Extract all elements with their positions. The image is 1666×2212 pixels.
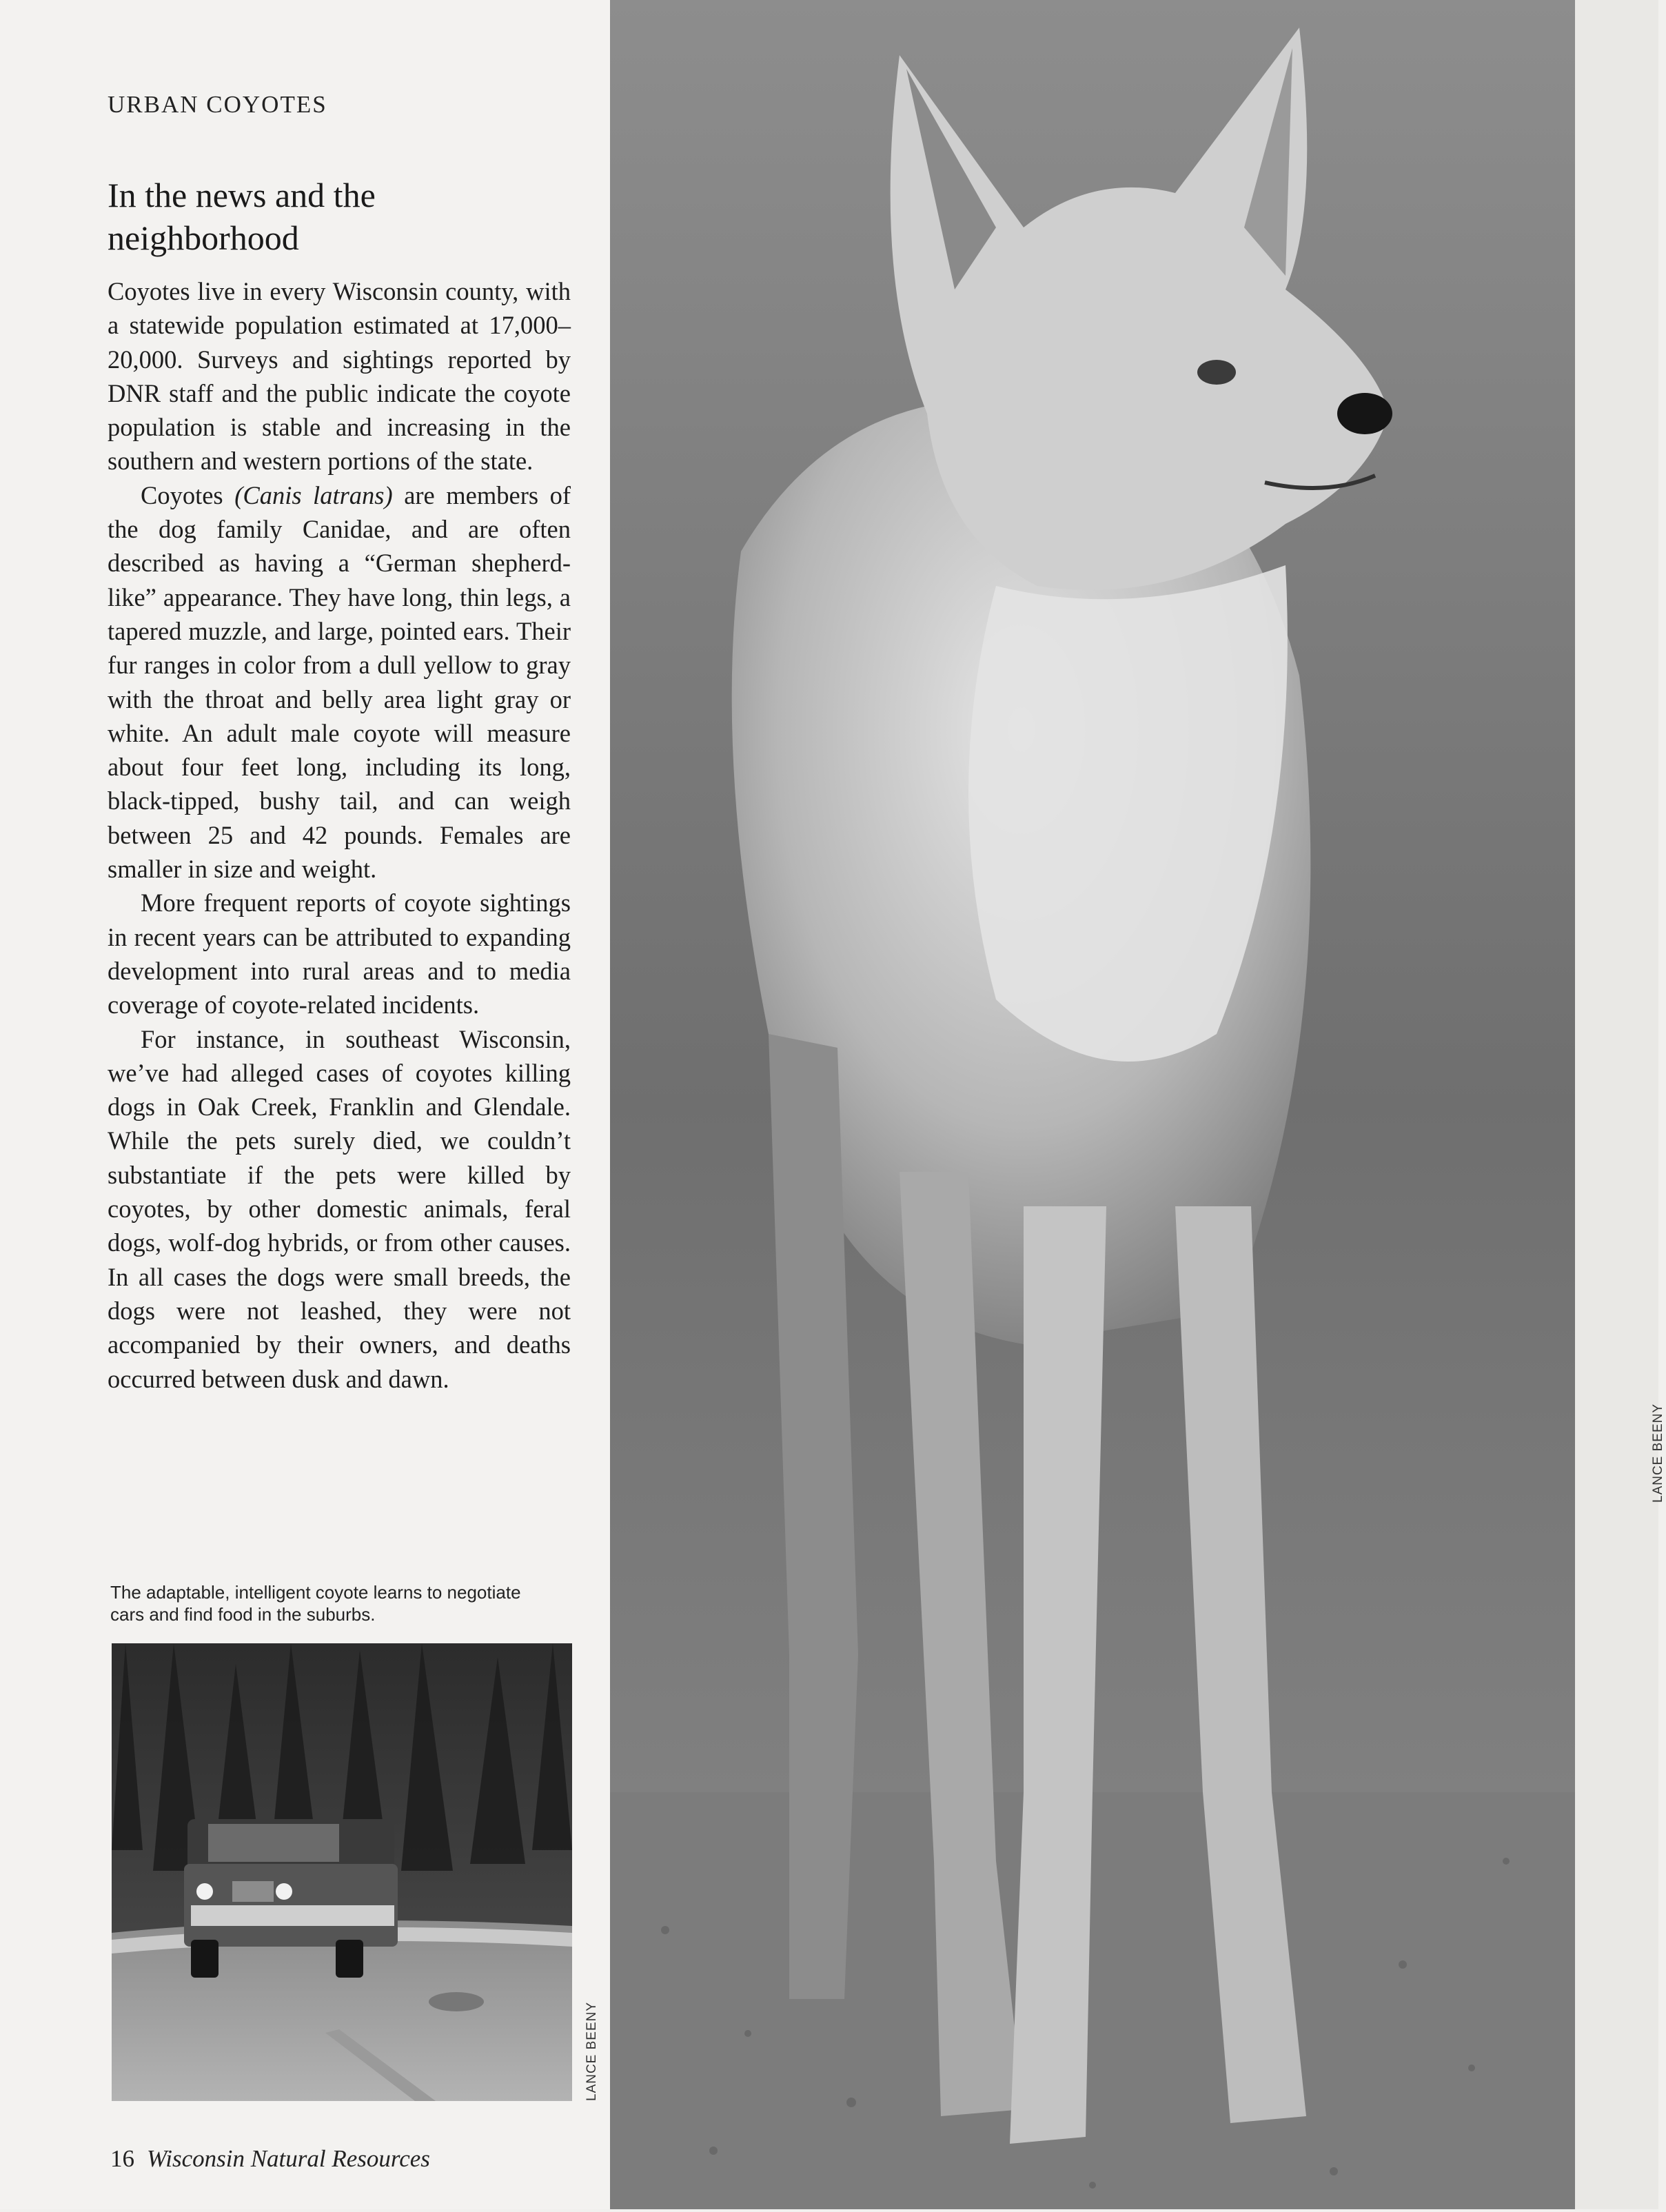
page-footer	[110, 2145, 430, 2173]
paragraph-1: Coyotes live in every Wisconsin county, with a statewide population estimated at 17,000–20,000. Surveys and sightings reported by DNR staff and the public indicate the coyote population is stable and increasing in the southern and western portions of the state.	[108, 277, 571, 476]
margin-credit: LANCE BEENY	[1651, 1403, 1665, 1503]
coyote-illustration	[610, 0, 1575, 2209]
truck-photo	[112, 1643, 572, 2101]
scientific-name: (Canis latrans)	[234, 480, 393, 509]
section-label: URBAN COYOTES	[108, 91, 327, 118]
truck-photo-illustration	[112, 1643, 572, 2101]
paragraph-2-lead: Coyotes	[141, 480, 223, 509]
page-margin	[1575, 0, 1658, 2209]
paragraph-4: For instance, in southeast Wisconsin, we’ve had alleged cases of coyotes killing dogs in Oak Creek, Franklin and Glendale. While the pets surely died, we couldn’t substantiate if the pets were killed by coyotes, by other domestic animals, feral dogs, wolf-dog hybrids, or from other causes. In all cases the dogs were small breeds, the dogs were not leashed, they were not accompanied by their owners, and deaths occurred between dusk and dawn.	[108, 1024, 571, 1393]
page-number: 16	[110, 2145, 134, 2172]
coyote-photo	[610, 0, 1575, 2209]
small-photo-credit: LANCE BEENY	[585, 2001, 599, 2101]
article-body	[108, 274, 571, 1396]
photo-caption: The adaptable, intelligent coyote learns to negotiate cars and find food in the suburbs.	[110, 1582, 521, 1625]
article-headline: In the news and the neighborhood	[108, 176, 376, 257]
paragraph-2	[108, 478, 571, 886]
paragraph-3: More frequent reports of coyote sightings in recent years can be attributed to expanding development into rural areas and to media coverage of coyote-related incidents.	[108, 889, 571, 1019]
publication-name: Wisconsin Natural Resources	[147, 2145, 430, 2172]
paragraph-2-text: are members of the dog family Canidae, and are often described as having a “German shepherd-like” appearance. They have long, thin legs, a tapered muzzle, and large, pointed ears. Their fur ranges in color from a dull yellow to gray with the throat and belly area light gray or white. An adult male coyote will measure about four feet long, including its long, black-tipped, bushy tail, and can weigh between 25 and 42 pounds. Females are smaller in size and weight.	[108, 480, 571, 884]
